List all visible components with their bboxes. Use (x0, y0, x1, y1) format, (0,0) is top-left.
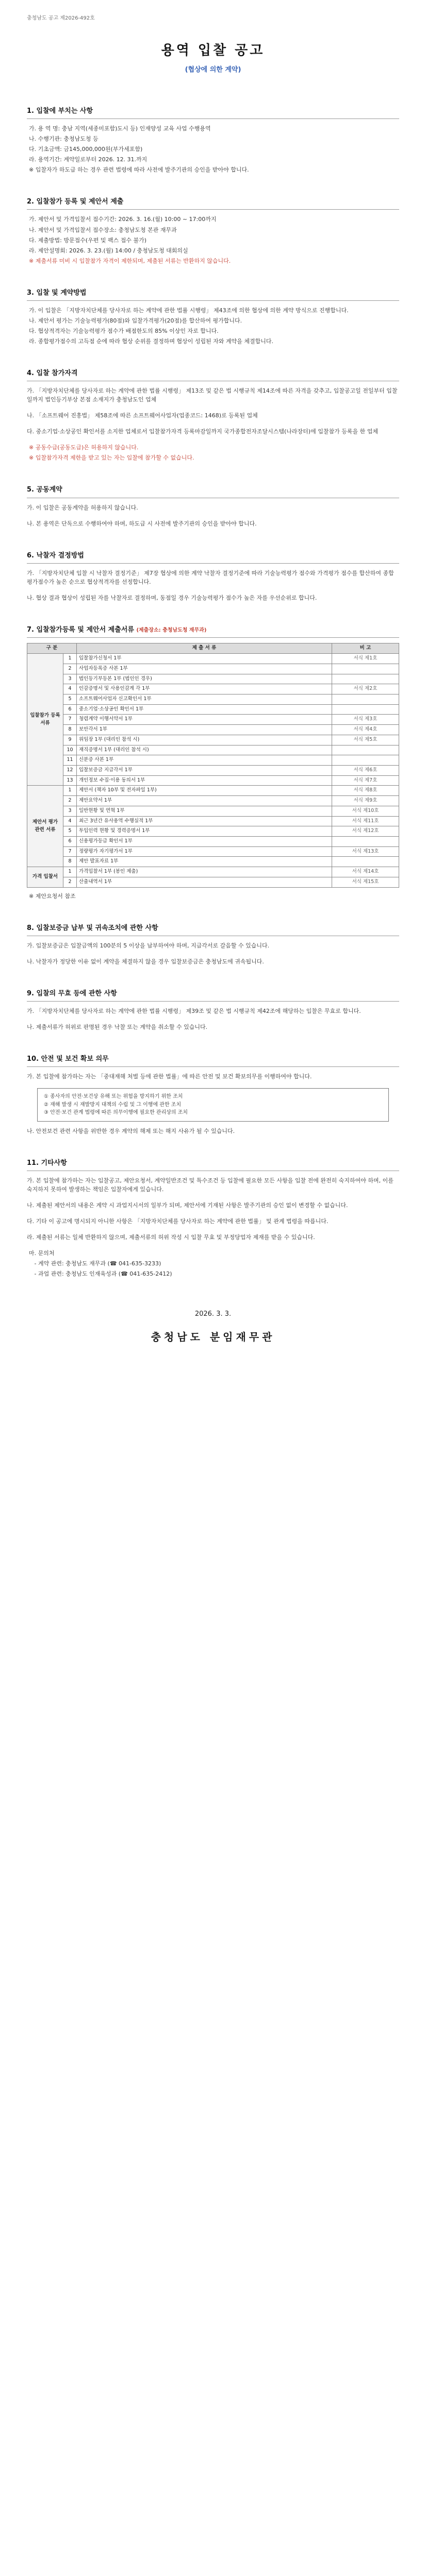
sec9-para-2: 나. 제출서류가 허위로 판명된 경우 낙찰 또는 계약을 취소할 수 있습니다. (27, 1024, 208, 1031)
col-header-category: 구 분 (27, 643, 77, 654)
table-cell-doc: 중소기업·소상공인 확인서 1부 (77, 704, 332, 715)
table-row (27, 806, 399, 816)
section-registration (27, 197, 399, 265)
sec10-para-2: 나. 안전보건 관련 사항을 위반한 경우 계약의 해제 또는 해지 사유가 될 수 있습니다. (27, 1127, 235, 1134)
table-row (27, 796, 399, 806)
table-cell-doc: 법인등기부등본 1부 (법인인 경우) (77, 674, 332, 684)
table-cell-note (332, 745, 399, 755)
sec9-para-1: 가. 「지방자치단체를 당사자로 하는 계약에 관한 법률 시행령」 제39조 및 같은 법 시행규칙 제42조에 해당하는 입찰은 무효로 합니다. (27, 1008, 361, 1015)
safety-line-1: ① 종사자의 안전·보건상 유해 또는 위험을 방지하기 위한 조치 (44, 1094, 183, 1100)
table-cell-note (332, 837, 399, 847)
table-cell-note: 서식 제9호 (332, 796, 399, 806)
section-heading: 4. 입찰 참가자격 (27, 368, 399, 381)
safety-line-3: ③ 안전·보건 관계 법령에 따른 의무이행에 필요한 관리상의 조치 (44, 1110, 188, 1116)
table-row (27, 867, 399, 877)
sec1-line-4: 라. 용역기간: 계약일로부터 2026. 12. 31.까지 (29, 156, 148, 163)
table-cell-number: 5 (63, 694, 77, 704)
table-cell-number: 3 (63, 674, 77, 684)
sec2-line-2: 나. 제안서 및 가격입찰서 접수장소: 충청남도청 본관 재무과 (29, 226, 177, 233)
table-cell-doc: 청렴계약 이행서약서 1부 (77, 715, 332, 725)
table-row (27, 816, 399, 826)
table-cell-note (332, 704, 399, 715)
page-title: 용역 입찰 공고 (161, 42, 265, 58)
submission-table (27, 643, 399, 888)
table-cell-number: 2 (63, 664, 77, 674)
sec4-para-3: 다. 중소기업·소상공인 확인서를 소지한 업체로서 입찰참가자격 등록마감일까지 국가종합전자조달시스템(나라장터)에 입찰참가 등록을 한 업체 (27, 428, 378, 435)
table-row (27, 826, 399, 837)
section-eligibility (27, 368, 399, 462)
sec5-para-2: 나. 본 용역은 단독으로 수행하여야 하며, 하도급 시 사전에 발주기관의 승인을 받아야 합니다. (27, 520, 257, 527)
table-row (27, 684, 399, 694)
table-cell-doc: 신용평가등급 확인서 1부 (77, 837, 332, 847)
table-cell-doc: 제안요약서 1부 (77, 796, 332, 806)
section-heading: 9. 입찰의 무효 등에 관한 사항 (27, 989, 399, 1002)
sec1-note: ※ 입찰자가 하도급 하는 경우 관련 법령에 따라 사전에 발주기관의 승인을 받아야 합니다. (29, 166, 249, 174)
safety-line-2: ② 재해 발생 시 재발방지 대책의 수립 및 그 이행에 관한 조치 (44, 1101, 182, 1108)
table-row (27, 846, 399, 857)
signoff-org: 충청남도 분임재무관 (151, 1330, 275, 1343)
table-row (27, 674, 399, 684)
table-row (27, 755, 399, 766)
safety-box (37, 1088, 389, 1122)
section-heading: 11. 기타사항 (27, 1158, 399, 1171)
table-group-label: 가격 입찰서 (27, 867, 63, 887)
table-cell-number: 2 (63, 796, 77, 806)
section-bid-items (27, 106, 399, 174)
table-cell-doc: 입찰참가신청서 1부 (77, 654, 332, 664)
table-cell-note: 서식 제3호 (332, 715, 399, 725)
table-footnote: ※ 제안요청서 참조 (29, 892, 76, 900)
table-cell-note: 서식 제8호 (332, 786, 399, 796)
table-cell-doc: 가격입찰서 1부 (봉인 제출) (77, 867, 332, 877)
section-heading: 1. 입찰에 부치는 사항 (27, 106, 399, 119)
table-cell-number: 8 (63, 857, 77, 867)
table-row (27, 877, 399, 887)
sec4-para-1: 가. 「지방자치단체를 당사자로 하는 계약에 관한 법률 시행령」 제13조 및 같은 법 시행규칙 제14조에 따른 자격을 갖추고, 입찰공고일 전일부터 입찰일까지 법인등기부상 본점 소재지가 충청남도인 업체 (27, 387, 398, 403)
sec2-line-4: 라. 제안설명회: 2026. 3. 23.(월) 14:00 / 충청남도청 대회의실 (29, 247, 188, 254)
table-group-label: 제안서 평가 관련 서류 (27, 786, 63, 867)
table-cell-note: 서식 제13호 (332, 846, 399, 857)
table-row (27, 725, 399, 735)
sec1-line-1: 가. 용 역 명: 충남 지역(세종미포함)도시 등) 인재양성 교육 사업 수행용역 (29, 125, 211, 132)
sec2-line-3: 다. 제출방법: 방문접수(우편 및 팩스 접수 불가) (29, 236, 147, 244)
section-submission-docs (27, 625, 399, 901)
sec11-para-2: 나. 제출된 제안서의 내용은 계약 시 과업지시서의 일부가 되며, 제안서에 기재된 사항은 발주기관의 승인 없이 변경할 수 없습니다. (27, 1202, 348, 1209)
table-cell-doc: 사업자등록증 사본 1부 (77, 664, 332, 674)
section-heading: 3. 입찰 및 계약방법 (27, 288, 399, 301)
table-cell-number: 6 (63, 837, 77, 847)
table-cell-doc: 재직증명서 1부 (대리인 참석 시) (77, 745, 332, 755)
sec4-para-2: 나. 「소프트웨어 진흥법」 제58조에 따른 소프트웨어사업자(업종코드: 1468)로 등록된 업체 (27, 412, 258, 419)
sec6-para-2: 나. 협상 결과 협상이 성립된 자를 낙찰자로 결정하며, 동점일 경우 기술능력평가 점수가 높은 자를 우선순위로 합니다. (27, 594, 317, 601)
table-cell-doc: 최근 3년간 유사용역 수행실적 1부 (77, 816, 332, 826)
table-cell-note: 서식 제5호 (332, 735, 399, 745)
table-group-label: 입찰참가 등록서류 (27, 654, 63, 786)
table-cell-number: 8 (63, 725, 77, 735)
table-row (27, 786, 399, 796)
table-row (27, 735, 399, 745)
sec3-line-3: 다. 협상적격자는 기술능력평가 점수가 배점한도의 85% 이상인 자로 합니다. (29, 327, 219, 334)
sec8-para-1: 가. 입찰보증금은 입찰금액의 100분의 5 이상을 납부하여야 하며, 지급각서로 갈음할 수 있습니다. (27, 942, 270, 949)
table-header-row (27, 643, 399, 654)
table-row (27, 715, 399, 725)
table-cell-note (332, 664, 399, 674)
table-cell-number: 9 (63, 735, 77, 745)
table-cell-note (332, 755, 399, 766)
table-row (27, 694, 399, 704)
table-cell-doc: 정량평가 자기평가서 1부 (77, 846, 332, 857)
table-row (27, 704, 399, 715)
table-cell-doc: 위임장 1부 (대리인 참석 시) (77, 735, 332, 745)
section-contract-method (27, 288, 399, 346)
sec3-line-4: 라. 종합평가점수의 고득점 순에 따라 협상 순위를 결정하며 협상이 성립된 자와 계약을 체결합니다. (29, 337, 273, 345)
table-row (27, 654, 399, 664)
table-cell-note: 서식 제4호 (332, 725, 399, 735)
table-cell-number: 1 (63, 867, 77, 877)
table-row (27, 745, 399, 755)
contact-line-3: - 과업 관련: 충청남도 인재육성과 (☎ 041-635-2412) (29, 1270, 172, 1278)
table-row (27, 664, 399, 674)
table-cell-number: 1 (63, 654, 77, 664)
table-row (27, 775, 399, 786)
signoff-date: 2026. 3. 3. (194, 1310, 232, 1318)
table-cell-doc: 일반현황 및 연혁 1부 (77, 806, 332, 816)
table-cell-note: 서식 제11호 (332, 816, 399, 826)
table-cell-number: 5 (63, 826, 77, 837)
table-cell-doc: 입찰보증금 지급각서 1부 (77, 766, 332, 776)
table-cell-number: 4 (63, 684, 77, 694)
col-header-docs: 제 출 서 류 (77, 643, 332, 654)
sec2-line-1: 가. 제안서 및 가격입찰서 접수기간: 2026. 3. 16.(월) 10:00 ~ 17:00까지 (29, 216, 217, 223)
table-cell-note: 서식 제1호 (332, 654, 399, 664)
table-cell-note: 서식 제2호 (332, 684, 399, 694)
sec5-para-1: 가. 이 입찰은 공동계약을 허용하지 않습니다. (27, 504, 138, 511)
table-cell-doc: 투입인력 현황 및 경력증명서 1부 (77, 826, 332, 837)
table-cell-doc: 개인정보 수집·이용 동의서 1부 (77, 775, 332, 786)
table-cell-doc: 제안서 (책자 10부 및 전자파일 1부) (77, 786, 332, 796)
table-cell-doc: 제안 발표자료 1부 (77, 857, 332, 867)
table-cell-note: 서식 제7호 (332, 775, 399, 786)
section-heading: 8. 입찰보증금 납부 및 귀속조치에 관한 사항 (27, 923, 399, 936)
table-cell-doc: 신분증 사본 1부 (77, 755, 332, 766)
sec8-para-2: 나. 낙찰자가 정당한 이유 없이 계약을 체결하지 않을 경우 입찰보증금은 충청남도에 귀속됩니다. (27, 958, 264, 965)
sec11-para-1: 가. 본 입찰에 참가하는 자는 입찰공고, 제안요청서, 계약일반조건 및 특수조건 등 입찰에 필요한 모든 사항을 입찰 전에 완전히 숙지하여야 하며, 이를 숙지하지 못하여 발생하는 책임은 입찰자에게 있습니다. (27, 1177, 394, 1193)
section-safety (27, 1054, 399, 1136)
sec11-para-3: 다. 기타 이 공고에 명시되지 아니한 사항은 「지방자치단체를 당사자로 하는 계약에 관한 법률」 및 관계 법령을 따릅니다. (27, 1218, 329, 1225)
col-header-note: 비 고 (332, 643, 399, 654)
table-cell-doc: 보안각서 1부 (77, 725, 332, 735)
contact-line-2: - 계약 관련: 충청남도 재무과 (☎ 041-635-3233) (29, 1260, 161, 1267)
table-row (27, 857, 399, 867)
table-cell-note (332, 674, 399, 684)
sec3-line-1: 가. 이 입찰은 「지방자치단체를 당사자로 하는 계약에 관한 법률 시행령」 제43조에 의한 협상에 의한 계약 방식으로 진행합니다. (29, 307, 349, 314)
sec4-warning-1: ※ 공동수급(공동도급)은 허용하지 않습니다. (29, 444, 139, 451)
section-heading: 7. 입찰참가등록 및 제안서 제출서류 (제출장소: 충청남도청 재무과) (27, 625, 399, 638)
table-cell-note: 서식 제14호 (332, 867, 399, 877)
sec6-para-1: 가. 「지방자치단체 입찰 시 낙찰자 결정기준」 제7장 협상에 의한 계약 낙찰자 결정기준에 따라 기술능력평가 점수와 가격평가 점수를 합산하여 종합평가점수가 높은 순으로 협상적격자를 선정합니다. (27, 569, 394, 585)
section-heading: 6. 낙찰자 결정방법 (27, 551, 399, 564)
table-cell-note: 서식 제15호 (332, 877, 399, 887)
table-cell-number: 13 (63, 775, 77, 786)
table-cell-number: 1 (63, 786, 77, 796)
section-joint-contract (27, 485, 399, 528)
sec2-warning: ※ 제출서류 미비 시 입찰참가 자격이 제한되며, 제출된 서류는 반환하지 않습니다. (29, 257, 231, 264)
section-heading: 5. 공동계약 (27, 485, 399, 498)
sec1-line-3: 다. 기초금액: 금145,000,000원(부가세포함) (29, 146, 143, 153)
section-heading: 2. 입찰참가 등록 및 제안서 제출 (27, 197, 399, 210)
table-cell-note (332, 694, 399, 704)
table-cell-note: 서식 제12호 (332, 826, 399, 837)
table-cell-number: 11 (63, 755, 77, 766)
section-bid-bond (27, 923, 399, 966)
section-misc (27, 1158, 399, 1279)
notice-number: 충청남도 공고 제2026-492호 (27, 15, 95, 21)
table-cell-number: 12 (63, 766, 77, 776)
table-cell-doc: 인감증명서 및 사용인감계 각 1부 (77, 684, 332, 694)
table-cell-number: 10 (63, 745, 77, 755)
table-cell-doc: 소프트웨어사업자 신고확인서 1부 (77, 694, 332, 704)
table-cell-number: 6 (63, 704, 77, 715)
table-cell-number: 2 (63, 877, 77, 887)
sec3-line-2: 나. 제안서 평가는 기술능력평가(80점)와 입찰가격평가(20점)를 합산하여 평가합니다. (29, 317, 242, 324)
table-cell-number: 7 (63, 715, 77, 725)
table-row (27, 837, 399, 847)
sec10-para-1: 가. 본 입찰에 참가하는 자는 「중대재해 처벌 등에 관한 법률」에 따른 안전 및 보건 확보의무를 이행하여야 합니다. (27, 1073, 312, 1080)
section-award-method (27, 551, 399, 602)
table-cell-note (332, 857, 399, 867)
contact-line-1: 마. 문의처 (29, 1250, 55, 1257)
section-invalid-bids (27, 989, 399, 1031)
table-cell-number: 4 (63, 816, 77, 826)
sec11-para-4: 라. 제출된 서류는 일체 반환하지 않으며, 제출서류의 허위 작성 시 입찰 무효 및 부정당업자 제재를 받을 수 있습니다. (27, 1234, 315, 1241)
table-cell-doc: 산출내역서 1부 (77, 877, 332, 887)
sec1-line-2: 나. 수행기관: 충청남도청 등 (29, 135, 99, 143)
section-heading: 10. 안전 및 보건 확보 의무 (27, 1054, 399, 1067)
section-heading-note: (제출장소: 충청남도청 재무과) (136, 627, 207, 633)
table-cell-number: 3 (63, 806, 77, 816)
table-cell-number: 7 (63, 846, 77, 857)
sec4-warning-2: ※ 입찰참가자격 제한을 받고 있는 자는 입찰에 참가할 수 없습니다. (29, 454, 194, 462)
page-subtitle: (협상에 의한 계약) (185, 65, 241, 74)
table-row (27, 766, 399, 776)
table-cell-note: 서식 제10호 (332, 806, 399, 816)
table-cell-note: 서식 제6호 (332, 766, 399, 776)
